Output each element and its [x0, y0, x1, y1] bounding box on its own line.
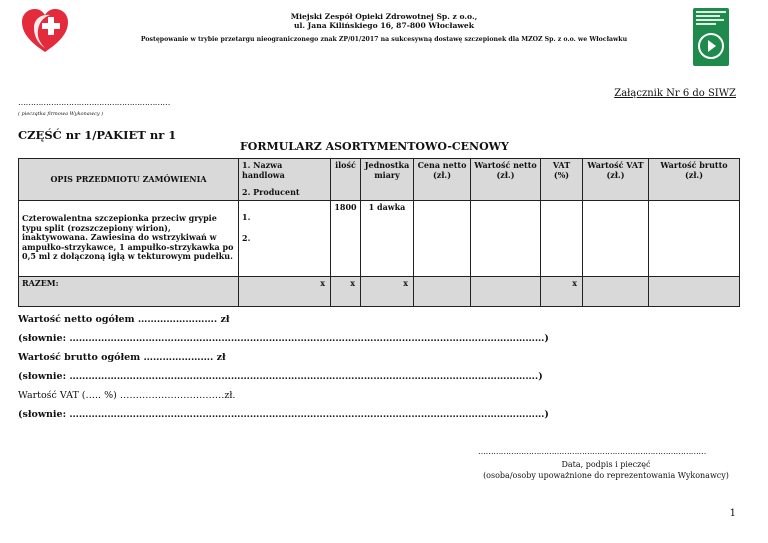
net-total-line: Wartość netto ogółem ……………………. zł: [18, 314, 230, 325]
header-procedure: Postępowanie w trybie przetargu nieograniczonego znak ZP/01/2017 na sukcesywną dostawę szczepionek dla MZOZ Sp. z o.o. we Włocławku: [140, 36, 628, 43]
header-vat-value: Wartość VAT (zł.): [583, 159, 649, 201]
total-vat-value[interactable]: [583, 276, 649, 306]
row-item-1: 1.: [242, 211, 251, 222]
header-producer: 2. Producent: [242, 187, 300, 197]
header-unit: Jednostka miary: [361, 159, 414, 201]
table-row: [19, 200, 740, 276]
header-net-price: Cena netto (zł.): [414, 159, 471, 201]
row-trade-name-producer: [239, 200, 331, 276]
header-net-value: Wartość netto (zł.): [471, 159, 541, 201]
row-description: Czterowalentna szczepionka przeciw grypie typu split (rozszczepiony wirion), inaktywowana. Zawiesina do wstrzykiwań w ampułko-strzykawce, 1 ampułko-strzykawka po 0,5 ml z dołączoną igłą w tekturowym pudełku.: [19, 200, 239, 276]
total-row: [19, 276, 740, 306]
signature-sublabel: (osoba/osoby upoważnione do reprezentowania Wykonawcy): [483, 471, 729, 480]
header-description: OPIS PRZEDMIOTU ZAMÓWIENIA: [19, 159, 239, 201]
total-net-price: [414, 276, 471, 306]
gross-total-words: (słownie: ………………………………………………………………………………………………………………………………….): [18, 371, 543, 382]
row-vat-value[interactable]: [583, 200, 649, 276]
total-label: RAZEM:: [19, 276, 239, 306]
header-trade-name-producer: [239, 159, 331, 201]
total-gross-value[interactable]: [649, 276, 740, 306]
pricing-table: [18, 158, 740, 307]
signature-label: Data, podpis i pieczęć: [561, 460, 651, 469]
header-trade-name: 1. Nazwa handlowa: [242, 160, 285, 180]
row-gross-value[interactable]: [649, 200, 740, 276]
header-vat-pct: VAT (%): [541, 159, 583, 201]
total-x-qty: x: [331, 276, 361, 306]
total-x-vat: x: [541, 276, 583, 306]
mzoz-logo: [20, 6, 70, 56]
header-org-name: Miejski Zespół Opieki Zdrowotnej Sp. z o.o.,: [290, 12, 478, 21]
part-title: CZĘŚĆ nr 1/PAKIET nr 1: [18, 128, 177, 142]
row-net-price[interactable]: [414, 200, 471, 276]
annex-label: Załącznik Nr 6 do SIWZ: [614, 88, 736, 99]
header-gross-value: Wartość brutto (zł.): [649, 159, 740, 201]
header-qty: ilość: [331, 159, 361, 201]
stamp-label: ( pieczątka firmowa Wykonawcy ): [18, 111, 104, 117]
stamp-dotted-line: ……………………………………………………: [18, 98, 171, 107]
row-item-2: 2.: [242, 233, 251, 243]
vat-total-words: (słownie: ……………………………………………………………………………………………………………………………………): [18, 409, 549, 420]
header-org-address: ul. Jana Kilińskiego 16, 87-800 Włocławek: [293, 21, 475, 30]
total-x-trade: x: [239, 276, 331, 306]
total-x-unit: x: [361, 276, 414, 306]
row-net-value[interactable]: [471, 200, 541, 276]
row-vat-pct[interactable]: [541, 200, 583, 276]
row-unit: 1 dawka: [361, 200, 414, 276]
gross-total-line: Wartość brutto ogółem …………………. zł: [18, 352, 226, 363]
net-total-words: (słownie: ……………………………………………………………………………………………………………………………………): [18, 333, 549, 344]
total-net-value[interactable]: [471, 276, 541, 306]
vat-total-line: Wartość VAT (….. %) ……………………………zł.: [18, 390, 236, 401]
signature-dotted-line: ………………………………………………………………………………: [478, 447, 707, 456]
row-qty: 1800: [331, 200, 361, 276]
form-title: FORMULARZ ASORTYMENTOWO-CENOWY: [240, 140, 509, 153]
table-header-row: [19, 159, 740, 201]
page-number: 1: [729, 508, 736, 519]
